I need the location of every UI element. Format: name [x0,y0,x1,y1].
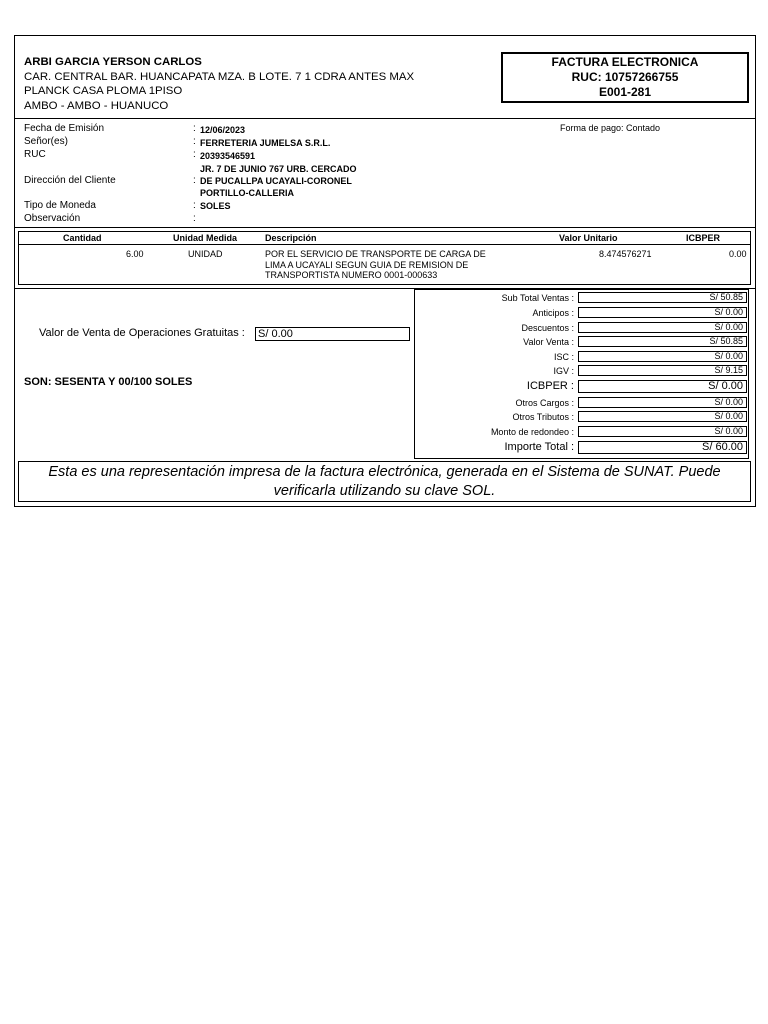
direccion-line1: JR. 7 DE JUNIO 767 URB. CERCADO [200,164,357,174]
header-descripcion: Descripción [265,233,317,243]
total-row-valor-venta [415,336,748,348]
total-label: Monto de redondeo : [490,427,574,437]
row-descripcion-line3: TRANSPORTISTA NUMERO 0001-000633 [265,270,438,280]
totals-panel [414,289,749,459]
total-label: Sub Total Ventas : [501,293,574,303]
row-descripcion-line1: POR EL SERVICIO DE TRANSPORTE DE CARGA DE [265,249,486,259]
observacion-colon: : [193,213,196,224]
direccion-colon: : [193,175,196,186]
document-number: E001-281 [598,85,652,99]
total-row-otros-cargos [415,397,748,409]
legal-notice [18,461,751,502]
total-value: S/ 0.00 [578,307,747,318]
legal-line2: verificarla utilizando su clave SOL. [273,483,496,499]
row-cantidad: 6.00 [126,249,144,259]
header-cantidad: Cantidad [63,233,102,243]
document-ruc: RUC: 10757266755 [571,70,679,84]
forma-pago: Forma de pago: Contado [560,123,661,133]
total-row-otros-tributos [415,411,748,423]
total-value: S/ 0.00 [578,322,747,333]
items-table [18,231,751,285]
total-label: Anticipos : [532,308,574,318]
total-row-descuentos [415,322,748,334]
header-icbper: ICBPER [686,233,721,243]
issuer-address-line3: AMBO - AMBO - HUANUCO [24,99,169,112]
direccion-line3: PORTILLO-CALLERIA [200,188,294,198]
items-header-row [19,232,750,245]
direccion-label: Dirección del Cliente [24,175,116,186]
issuer-address-line1: CAR. CENTRAL BAR. HUANCAPATA MZA. B LOTE. 7 1 CDRA ANTES MAX [24,70,415,83]
senor-label: Señor(es) [24,136,68,147]
header-unidad: Unidad Medida [173,233,238,243]
row-unidad: UNIDAD [188,249,223,259]
row-valor-unitario: 8.474576271 [599,249,652,259]
moneda-value: SOLES [200,201,231,211]
total-value: S/ 9.15 [578,365,747,376]
total-value: S/ 0.00 [578,411,747,422]
total-value: S/ 0.00 [578,351,747,362]
direccion-line2: DE PUCALLPA UCAYALI-CORONEL [200,176,352,186]
senor-colon: : [193,136,196,147]
total-row-icbper [415,380,748,392]
total-value: S/ 60.00 [578,441,747,454]
gratuitas-value: S/ 0.00 [255,327,410,341]
issuer-address-line2: PLANCK CASA PLOMA 1PISO [24,85,183,97]
total-row-importe-total [415,441,748,453]
total-label: Otros Cargos : [515,398,574,408]
issuer-name: ARBI GARCIA YERSON CARLOS [24,56,202,68]
senor-value: FERRETERIA JUMELSA S.R.L. [200,138,331,148]
total-row-redondeo [415,426,748,438]
gratuitas-label: Valor de Venta de Operaciones Gratuitas : [39,327,245,339]
total-label: Descuentos : [521,323,574,333]
total-label: Valor Venta : [523,337,574,347]
amount-in-words: SON: SESENTA Y 00/100 SOLES [24,376,193,388]
fecha-value: 12/06/2023 [200,125,246,135]
total-row-isc [415,351,748,363]
total-row-anticipos [415,307,748,319]
ruc-colon: : [193,149,196,160]
total-label: ICBPER : [526,380,574,392]
moneda-colon: : [193,200,196,211]
fecha-label: Fecha de Emisión [24,123,105,134]
total-row-igv [415,365,748,377]
moneda-label: Tipo de Moneda [24,200,96,211]
row-descripcion-line2: LIMA A UCAYALI SEGUN GUIA DE REMISION DE [265,259,469,270]
legal-line1: Esta es una representación impresa de la factura electrónica, generada en el Sistema de SUNAT. Puede [48,464,721,480]
total-label: Otros Tributos : [512,412,574,422]
total-row-subtotal [415,292,748,304]
fecha-colon: : [193,123,196,134]
total-value: S/ 50.85 [578,292,747,303]
total-value: S/ 0.00 [578,397,747,408]
header-valor-unitario: Valor Unitario [559,233,618,243]
total-label: ISC : [553,352,574,362]
document-type: FACTURA ELECTRONICA [551,55,699,69]
row-icbper: 0.00 [729,249,747,259]
ruc-value: 20393546591 [200,151,256,161]
total-value: S/ 50.85 [578,336,747,347]
info-divider [15,227,755,228]
observacion-label: Observación [24,213,81,224]
header-divider [15,118,755,119]
total-value: S/ 0.00 [578,380,747,393]
total-label: Importe Total : [504,441,574,453]
document-id-box [501,52,749,103]
total-value: S/ 0.00 [578,426,747,437]
total-label: IGV : [553,366,574,376]
ruc-label: RUC [24,149,46,160]
issuer-block [24,55,414,113]
